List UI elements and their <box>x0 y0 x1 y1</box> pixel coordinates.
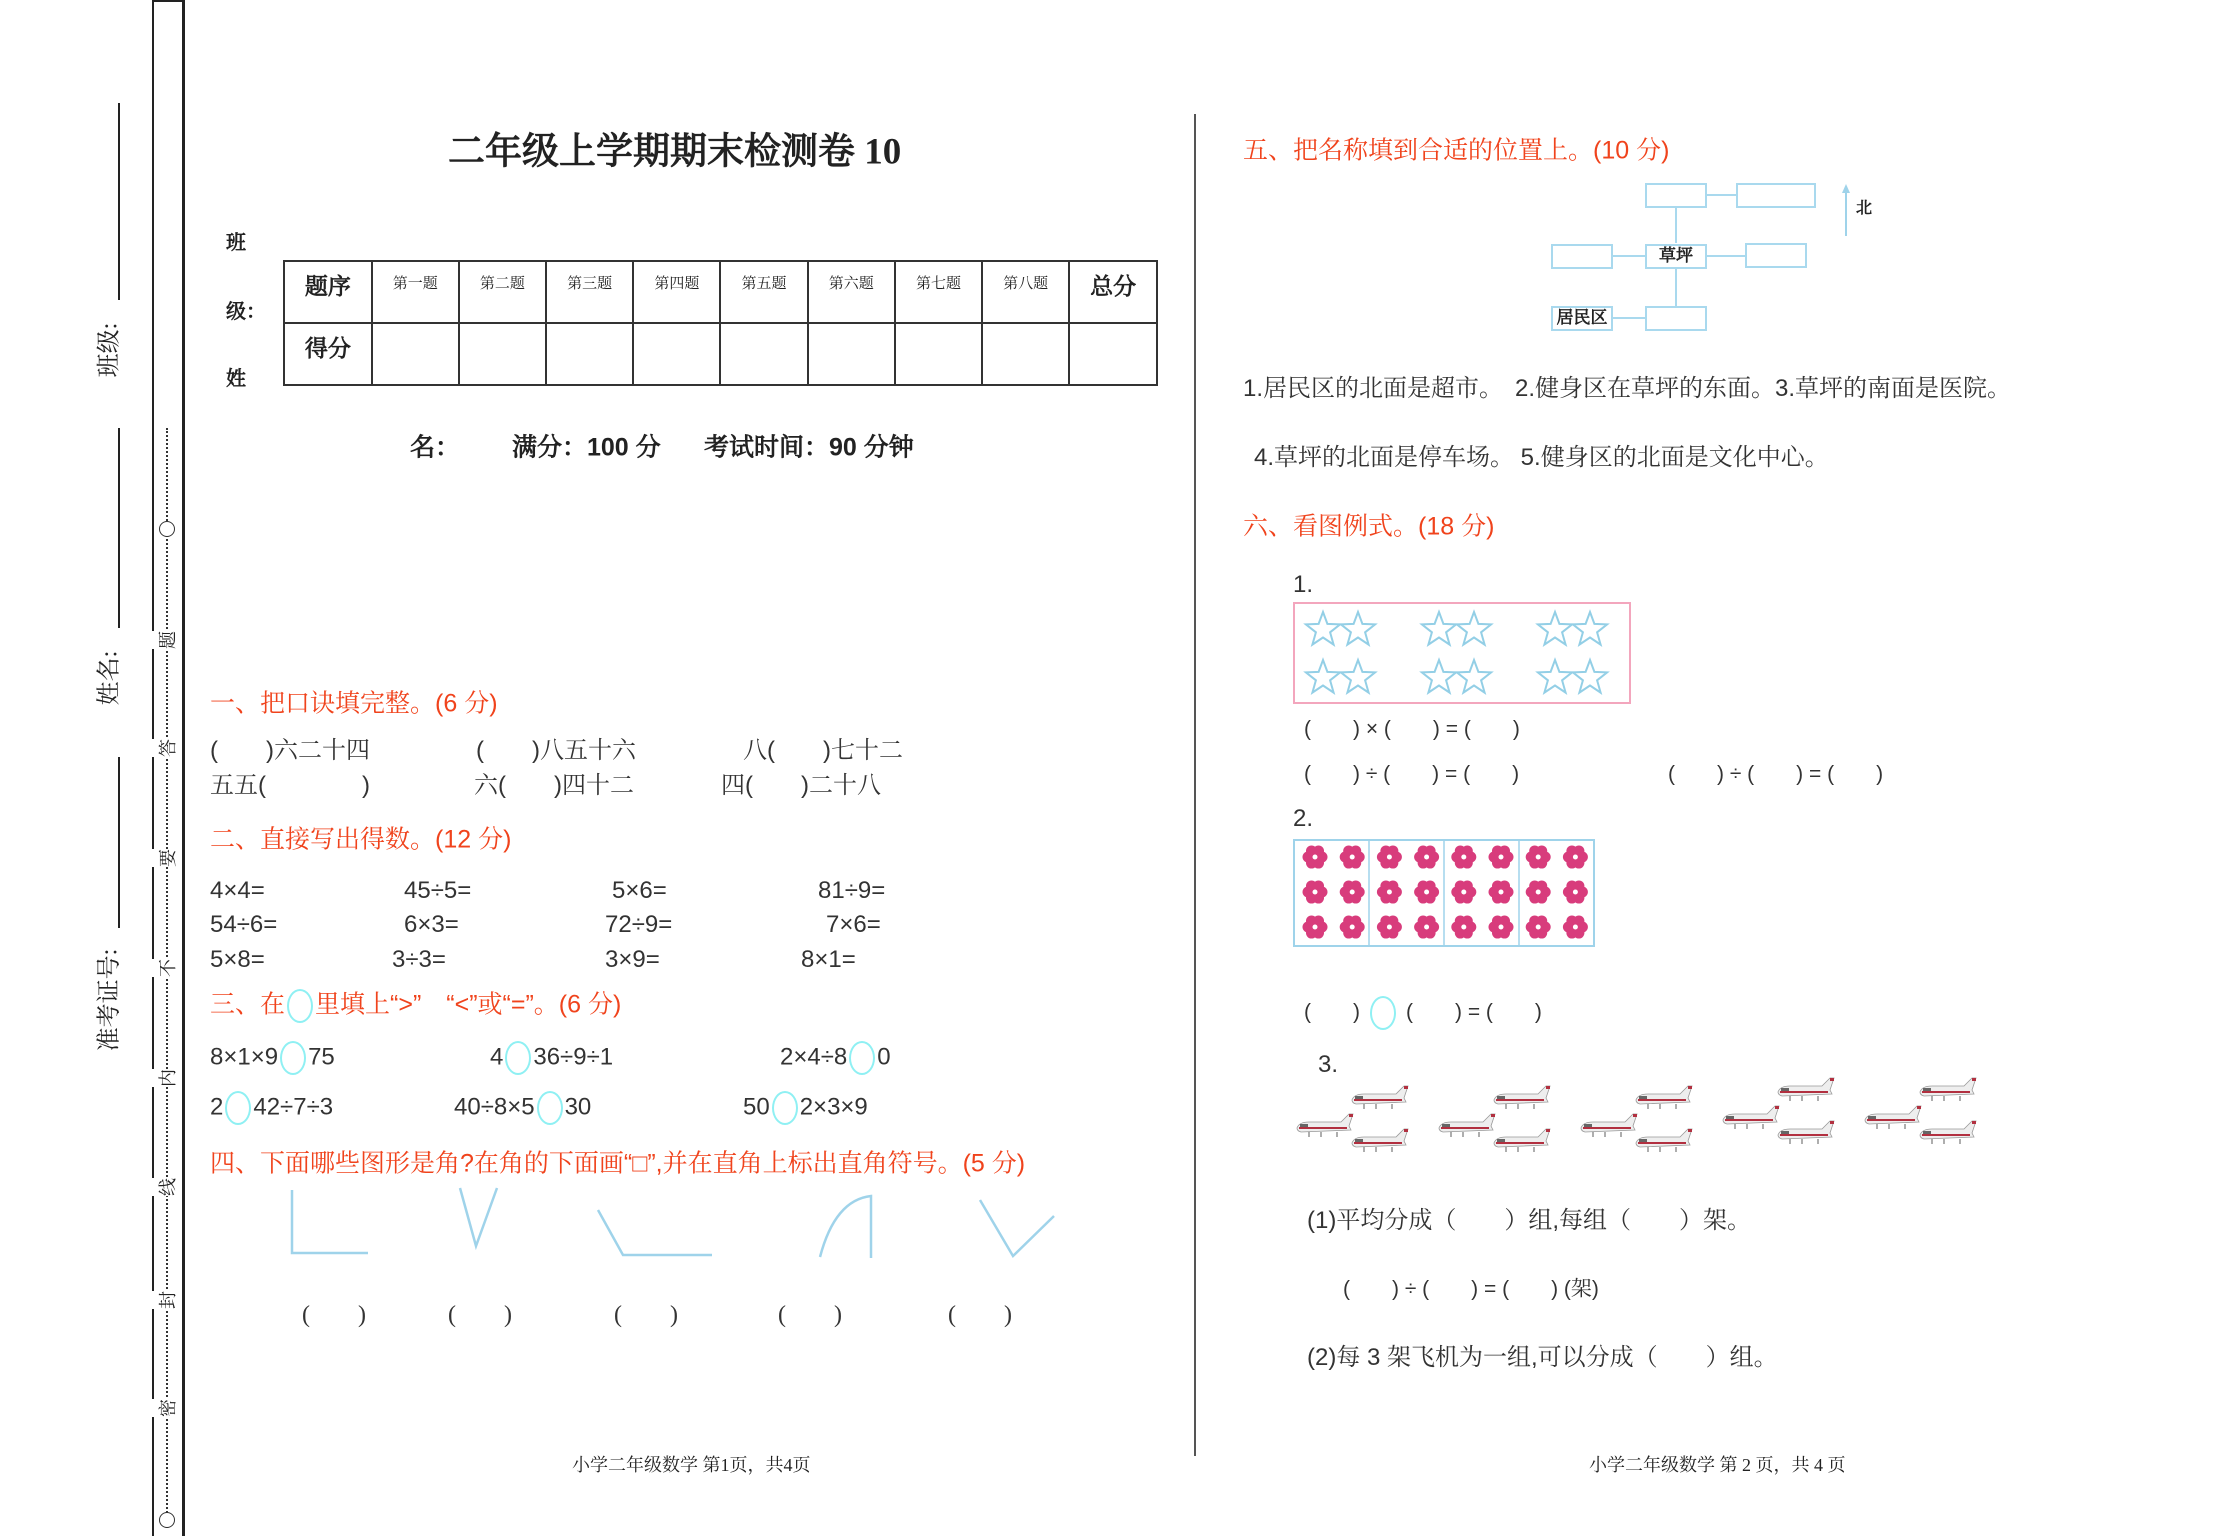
answer-blank[interactable]: ( ) <box>948 1302 1012 1328</box>
lawn-box: 草坪 <box>1645 244 1707 269</box>
airplane-icon <box>1865 1106 1921 1129</box>
resident-box: 居民区 <box>1551 306 1613 331</box>
exam-id-label: 准考证号: <box>96 948 123 1052</box>
compare-left: 40÷8×5 <box>454 1093 535 1121</box>
blank[interactable]: ( ) = ( ) <box>1406 1000 1542 1024</box>
section-6-heading <box>1243 512 1495 541</box>
question-number: 3. <box>1318 1051 1339 1078</box>
compare-right: 2×3×9 <box>799 1093 868 1121</box>
calc-item: 5×8= <box>210 946 265 973</box>
calc-item: 3×9= <box>605 946 660 973</box>
side-label: 级： <box>226 301 266 323</box>
header-cell: 第二题 <box>459 261 546 323</box>
calc-item: 54÷6= <box>210 911 278 938</box>
calc-item: 4×4= <box>210 877 265 904</box>
seal-char: 密 <box>152 1399 182 1417</box>
airplane-icon <box>1723 1106 1779 1129</box>
header-cell: 第五题 <box>720 261 807 323</box>
compare-right: 36÷9÷1 <box>533 1043 614 1071</box>
calc-item: 6×3= <box>404 911 459 938</box>
side-label: 班 <box>226 232 246 254</box>
page-divider <box>1194 114 1196 1456</box>
equation-blank[interactable]: ( ) ÷ ( ) = ( ) <box>1304 762 1520 786</box>
calc-item: 3÷3= <box>392 946 446 973</box>
fill-item: 五五( ) <box>210 772 370 799</box>
angle-figure-right-angle <box>292 1190 368 1253</box>
compare-left: 8×1×9 <box>210 1043 279 1071</box>
answer-blank[interactable]: ( ) <box>448 1302 512 1328</box>
fill-item: 八( )七十二 <box>743 737 903 764</box>
north-label: 北 <box>1856 200 1873 217</box>
compare-right: 42÷7÷3 <box>253 1093 334 1121</box>
seal-char: 内 <box>152 1069 182 1087</box>
airplane-icon <box>1439 1114 1495 1137</box>
seal-char: 不 <box>152 959 182 977</box>
answer-blank[interactable]: ( ) <box>778 1302 842 1328</box>
equation-blank[interactable]: ( ) ÷ ( ) = ( ) <box>1668 762 1884 786</box>
calc-item: 7×6= <box>826 911 881 938</box>
airplane-icon <box>1581 1114 1637 1137</box>
section-title: 三、在 <box>210 990 286 1019</box>
seal-char: 线 <box>152 1178 182 1196</box>
equation-blank[interactable] <box>1304 996 1542 1030</box>
answer-blank[interactable]: ( ) <box>614 1302 678 1328</box>
section-title: 四、下面哪些图形是角?在角的下面画“□”,并在直角上标出直角符号。 <box>210 1149 963 1178</box>
compare-left: 50 <box>743 1093 770 1121</box>
blank-box-northeast[interactable] <box>1736 183 1816 208</box>
angle-figures <box>0 0 1190 1300</box>
calc-item: 45÷5= <box>404 877 472 904</box>
name-field-label: 名： <box>410 433 461 462</box>
flower-picture <box>1293 839 1595 947</box>
operator-circle[interactable] <box>1370 996 1396 1030</box>
connector <box>1675 206 1677 243</box>
clues-line: 1.居民区的北面是超市。 2.健身区在草坪的东面。3.草坪的南面是医院。 <box>1243 375 2012 402</box>
calc-item: 5×6= <box>612 877 667 904</box>
header-cell: 总分 <box>1069 261 1157 323</box>
blank-box-north[interactable] <box>1645 183 1707 208</box>
section-title: 里填上“>” “<”或“=”。 <box>315 990 559 1019</box>
fill-item: ( )六二十四 <box>210 737 370 764</box>
compare-left: 2 <box>210 1093 224 1121</box>
section-points: (6 分) <box>435 689 498 718</box>
airplane-icon <box>1778 1121 1834 1144</box>
calc-item: 72÷9= <box>605 911 673 938</box>
name-label: 姓名: <box>96 650 123 706</box>
header-cell: 第七题 <box>895 261 982 323</box>
airplane-icon <box>1494 1129 1550 1152</box>
header-cell: 题序 <box>284 261 372 323</box>
compare-left: 4 <box>490 1043 504 1071</box>
blank[interactable]: ( ) <box>1304 1000 1360 1024</box>
answer-blank[interactable]: ( ) <box>302 1302 366 1328</box>
airplane-icon <box>1636 1129 1692 1152</box>
seal-char: 要 <box>152 849 182 867</box>
section-5-heading <box>1243 136 1670 165</box>
connector <box>1611 317 1645 319</box>
section-title: 六、看图例式。 <box>1243 512 1419 541</box>
blank-box-west[interactable] <box>1551 244 1613 269</box>
header-cell: 第四题 <box>633 261 720 323</box>
airplane-icon <box>1494 1086 1550 1109</box>
airplane-icon <box>1920 1121 1976 1144</box>
class-label: 班级: <box>96 322 123 378</box>
section-title: 五、把名称填到合适的位置上。 <box>1243 136 1594 165</box>
compare-right: 30 <box>564 1093 592 1121</box>
equation-blank[interactable]: ( ) × ( ) = ( ) <box>1304 717 1520 741</box>
question-number: 2. <box>1293 805 1314 832</box>
airplane-icon <box>1636 1086 1692 1109</box>
angle-figure-curved <box>820 1196 871 1258</box>
question-number: 1. <box>1293 571 1314 598</box>
full-score: 满分：100 分 <box>512 433 661 462</box>
airplane-picture <box>1290 1074 1980 1164</box>
seal-char: 答 <box>152 739 182 757</box>
fill-item: 四( )二十八 <box>721 772 881 799</box>
page-footer: 小学二年级数学 第1页，共4页 <box>572 1455 811 1475</box>
seal-char: 题 <box>152 631 182 649</box>
angle-figure-acute <box>460 1188 497 1246</box>
clues-line: 4.草坪的北面是停车场。 5.健身区的北面是文化中心。 <box>1254 444 1829 471</box>
section-points: (6 分) <box>558 990 622 1019</box>
section-points: (10 分) <box>1593 136 1670 165</box>
equation-blank[interactable]: ( ) ÷ ( ) = ( ) (架) <box>1343 1277 1599 1301</box>
seal-char: 封 <box>152 1291 182 1309</box>
north-arrow-icon <box>1838 184 1854 238</box>
question-part: (1)平均分成（ ）组,每组（ ）架。 <box>1307 1207 1751 1234</box>
side-label: 姓 <box>226 368 246 390</box>
star-picture-border <box>1294 603 1630 703</box>
angle-figure-obtuse <box>598 1210 712 1255</box>
airplane-icon <box>1920 1078 1976 1101</box>
airplane-icon <box>1297 1114 1353 1137</box>
calc-item: 8×1= <box>801 946 856 973</box>
star-picture <box>1293 602 1631 704</box>
section-title: 二、直接写出得数。 <box>210 825 436 854</box>
section-points: (18 分) <box>1418 512 1495 541</box>
section-title: 一、把口诀填完整。 <box>210 689 436 718</box>
blank-box-south[interactable] <box>1645 306 1707 331</box>
fill-item: ( )八五十六 <box>476 737 636 764</box>
section-points: (12 分) <box>435 825 512 854</box>
header-cell: 第一题 <box>372 261 459 323</box>
compare-left: 2×4÷8 <box>780 1043 848 1071</box>
section-points: (5 分) <box>962 1149 1026 1178</box>
blank-box-east[interactable] <box>1745 243 1807 268</box>
connector <box>1705 255 1745 257</box>
seal-circle-bottom <box>159 1512 175 1528</box>
question-part: (2)每 3 架飞机为一组,可以分成（ ）组。 <box>1307 1344 1778 1371</box>
compare-right: 0 <box>877 1043 891 1071</box>
header-cell: 第六题 <box>808 261 895 323</box>
calc-item: 81÷9= <box>818 877 886 904</box>
airplane-icon <box>1352 1086 1408 1109</box>
page-title: 二年级上学期期末检测卷 10 <box>448 131 902 173</box>
compare-right: 75 <box>308 1043 335 1071</box>
exam-time: 考试时间：90 分钟 <box>704 433 914 462</box>
connector <box>1675 267 1677 306</box>
angle-figure-open-angle <box>980 1200 1054 1256</box>
connector <box>1611 255 1645 257</box>
header-cell: 第八题 <box>982 261 1069 323</box>
row-label: 得分 <box>284 323 372 385</box>
airplane-icon <box>1778 1078 1834 1101</box>
page-footer: 小学二年级数学 第 2 页，共 4 页 <box>1589 1455 1846 1475</box>
connector <box>1705 194 1736 196</box>
airplane-icon <box>1352 1129 1408 1152</box>
header-cell: 第三题 <box>546 261 633 323</box>
fill-item: 六( )四十二 <box>474 772 634 799</box>
